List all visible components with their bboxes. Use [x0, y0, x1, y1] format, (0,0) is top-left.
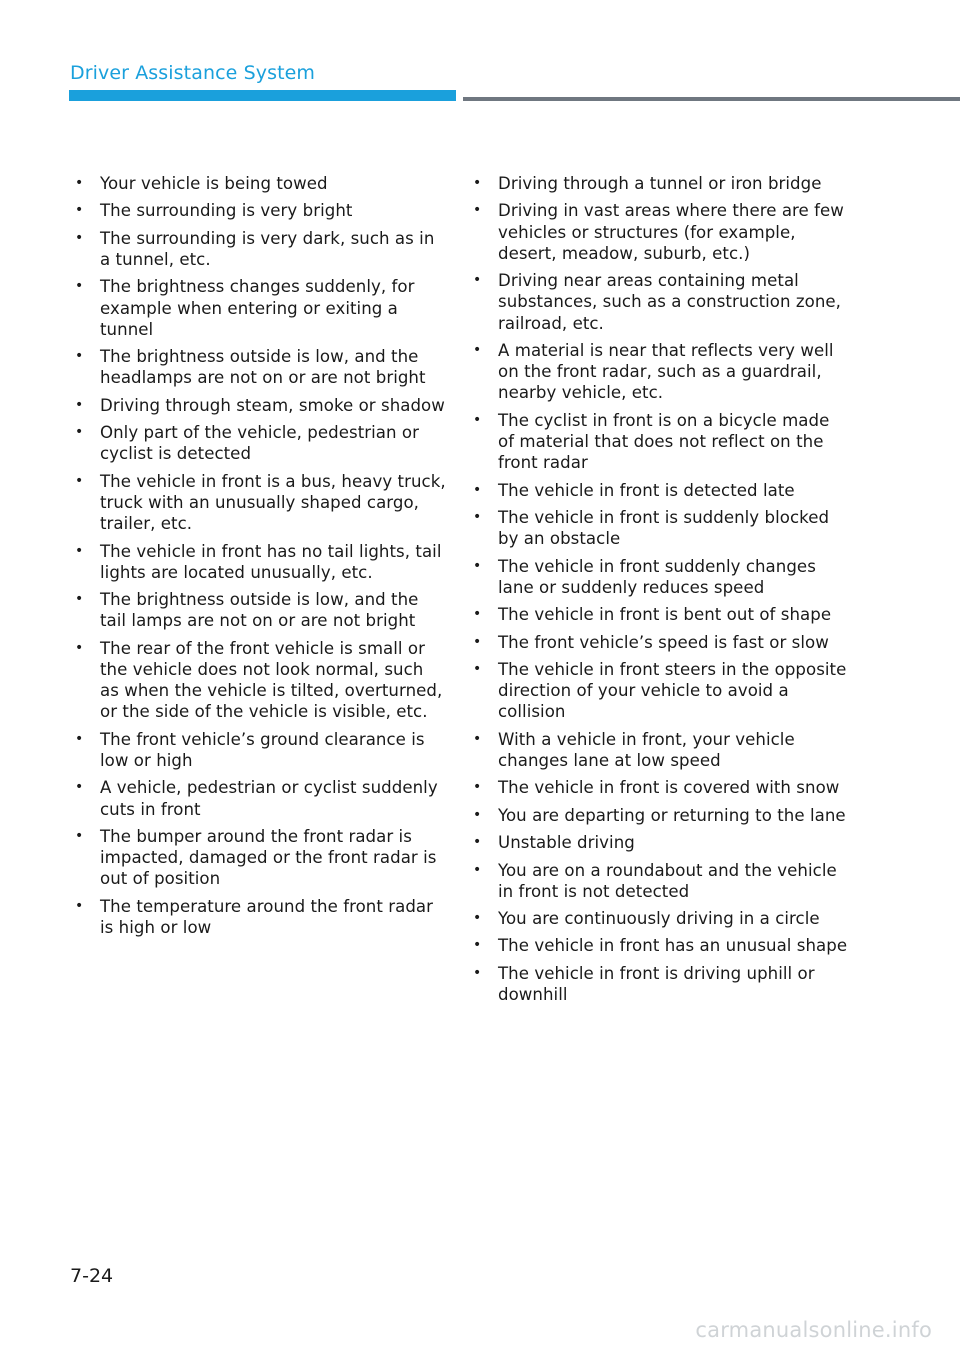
bullet-icon: • — [75, 779, 84, 796]
list-item — [473, 480, 848, 501]
list-item-text: The surrounding is very bright — [100, 201, 353, 221]
bullet-icon: • — [473, 175, 482, 191]
bullet-icon: • — [75, 396, 84, 413]
bullet-icon: • — [473, 633, 482, 650]
list-item-text: The vehicle in front has no tail lights, tail lights are located unusually, etc. — [100, 541, 442, 582]
list-item-text: Driving near areas containing metal substances, such as a construction zone, railroad, etc. — [498, 271, 841, 333]
page-number: 7-24 — [70, 1265, 114, 1287]
list-item — [473, 507, 848, 549]
list-item-text: You are continuously driving in a circle — [498, 909, 820, 929]
list-item-text: Your vehicle is being towed — [100, 174, 328, 193]
bullet-icon: • — [473, 937, 482, 954]
bullet-icon: • — [75, 175, 84, 191]
list-item-text: Driving through a tunnel or iron bridge — [498, 174, 822, 193]
list-item — [473, 604, 848, 625]
list-item-text: The vehicle in front is suddenly blocked by an obstacle — [498, 507, 830, 549]
list-item-text: The bumper around the front radar is impacted, damaged or the front radar is out of position — [100, 826, 437, 889]
list-item — [473, 340, 848, 404]
bullet-icon: • — [473, 861, 482, 878]
list-item — [75, 638, 447, 723]
list-item-text: The brightness changes suddenly, for example when entering or exiting a tunnel — [100, 277, 415, 339]
list-item-text: The vehicle in front suddenly changes lane or suddenly reduces speed — [498, 556, 816, 597]
list-item-text: The vehicle in front steers in the opposite direction of your vehicle to avoid a collision — [498, 659, 847, 722]
section-title: Driver Assistance System — [70, 62, 316, 84]
bullet-icon: • — [473, 964, 482, 981]
left-bullet-list — [75, 173, 447, 944]
bullet-icon: • — [473, 557, 482, 574]
list-item — [473, 410, 848, 474]
list-item-text: The rear of the front vehicle is small or the vehicle does not look normal, such as when the vehicle is tilted, overturned, or the side of the vehicle is visible, etc. — [100, 638, 443, 722]
bullet-icon: • — [75, 348, 84, 365]
list-item-text: The brightness outside is low, and the tail lamps are not on or are not bright — [100, 590, 419, 631]
bullet-icon: • — [75, 591, 84, 608]
list-item — [473, 659, 848, 723]
right-bullet-list — [473, 173, 848, 1011]
list-item — [473, 935, 848, 956]
list-item — [75, 777, 447, 819]
list-item — [75, 228, 447, 270]
list-item-text: The vehicle in front is covered with snow — [498, 778, 840, 798]
list-item — [473, 860, 848, 902]
list-item — [473, 200, 848, 264]
bullet-icon: • — [75, 424, 84, 441]
bullet-icon: • — [473, 272, 482, 289]
list-item-text: Only part of the vehicle, pedestrian or cyclist is detected — [100, 423, 419, 464]
list-item-text: The brightness outside is low, and the headlamps are not on or are not bright — [100, 347, 426, 388]
list-item — [75, 422, 447, 464]
list-item — [75, 826, 447, 890]
bullet-icon: • — [75, 229, 84, 246]
list-item — [473, 270, 848, 334]
header-rule — [463, 97, 960, 101]
bullet-icon: • — [473, 606, 482, 623]
list-item-text: The front vehicle’s speed is fast or slow — [498, 632, 829, 652]
list-item-text: The surrounding is very dark, such as in a tunnel, etc. — [100, 228, 435, 269]
list-item — [75, 173, 447, 194]
list-item — [473, 632, 848, 653]
list-item-text: The vehicle in front is bent out of shape — [498, 605, 832, 625]
list-item-text: The vehicle in front is driving uphill or downhill — [498, 963, 815, 1005]
list-item — [473, 173, 848, 194]
list-item-text: You are departing or returning to the lane — [498, 805, 846, 825]
list-item — [75, 896, 447, 938]
watermark[interactable]: carmanualsonline.info — [695, 1318, 932, 1342]
bullet-icon: • — [473, 481, 482, 498]
bullet-icon: • — [75, 472, 84, 489]
list-item-text: With a vehicle in front, your vehicle changes lane at low speed — [498, 729, 795, 770]
bullet-icon: • — [75, 897, 84, 914]
bullet-icon: • — [473, 806, 482, 823]
list-item — [75, 541, 447, 583]
list-item — [473, 805, 848, 826]
bullet-icon: • — [473, 660, 482, 677]
list-item — [473, 729, 848, 771]
list-item — [75, 346, 447, 388]
list-item-text: A vehicle, pedestrian or cyclist suddenly cuts in front — [100, 778, 438, 819]
bullet-icon: • — [473, 202, 482, 219]
list-item-text: You are on a roundabout and the vehicle in front is not detected — [498, 860, 837, 901]
list-item — [75, 471, 447, 535]
bullet-icon: • — [75, 202, 84, 219]
bullet-icon: • — [473, 730, 482, 747]
list-item-text: The vehicle in front is a bus, heavy truck, truck with an unusually shaped cargo, trailer, etc. — [100, 471, 446, 534]
bullet-icon: • — [75, 639, 84, 656]
list-item-text: Driving in vast areas where there are few vehicles or structures (for example, desert, meadow, suburb, etc.) — [498, 201, 844, 263]
list-item — [75, 589, 447, 631]
list-item — [473, 832, 848, 853]
bullet-icon: • — [473, 834, 482, 851]
list-item-text: The front vehicle’s ground clearance is low or high — [100, 729, 425, 770]
header-accent-bar — [69, 90, 456, 101]
bullet-icon: • — [75, 542, 84, 559]
bullet-icon: • — [473, 411, 482, 428]
bullet-icon: • — [473, 341, 482, 358]
list-item-text: The cyclist in front is on a bicycle made of material that does not reflect on the front radar — [498, 410, 830, 473]
bullet-icon: • — [473, 508, 482, 525]
list-item-text: Driving through steam, smoke or shadow — [100, 395, 445, 415]
list-item — [75, 729, 447, 771]
list-item — [75, 276, 447, 340]
bullet-icon: • — [75, 730, 84, 747]
list-item-text: The vehicle in front is detected late — [498, 480, 795, 500]
bullet-icon: • — [75, 278, 84, 295]
list-item — [473, 556, 848, 598]
list-item — [75, 200, 447, 221]
list-item — [75, 395, 447, 416]
list-item-text: The vehicle in front has an unusual shape — [498, 936, 848, 956]
list-item-text: The temperature around the front radar is high or low — [100, 896, 434, 937]
list-item-text: A material is near that reflects very well on the front radar, such as a guardrail, nearby vehicle, etc. — [498, 340, 834, 403]
list-item-text: Unstable driving — [498, 833, 635, 853]
list-item — [473, 908, 848, 929]
bullet-icon: • — [473, 910, 482, 927]
list-item — [473, 963, 848, 1005]
bullet-icon: • — [75, 827, 84, 844]
list-item — [473, 777, 848, 798]
bullet-icon: • — [473, 779, 482, 796]
